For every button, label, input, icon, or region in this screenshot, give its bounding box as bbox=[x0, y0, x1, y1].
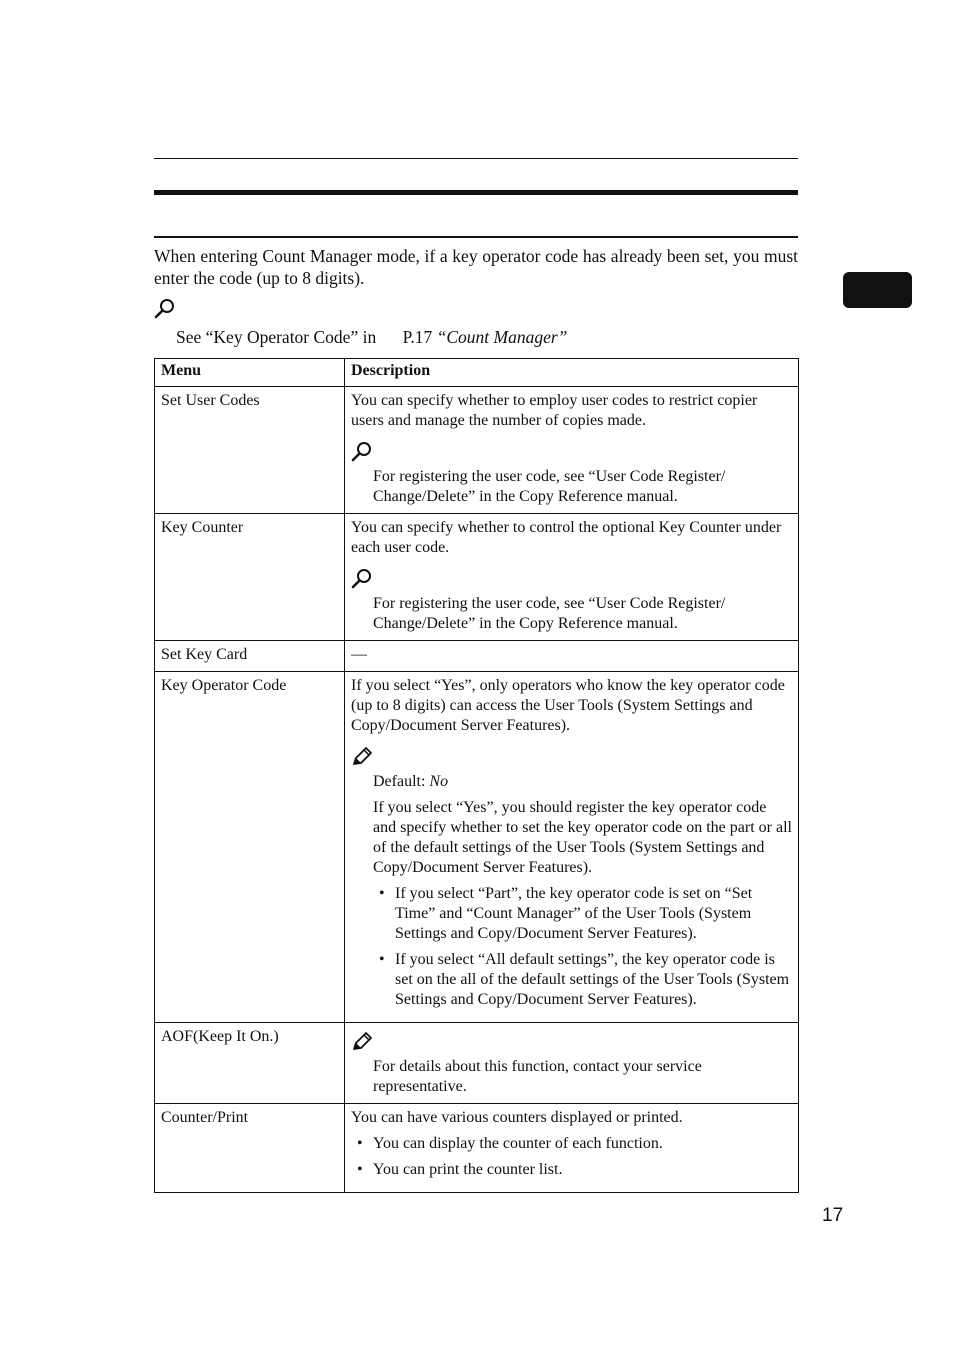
pencil-note-icon bbox=[351, 746, 373, 768]
reference-note: For registering the user code, see “User Code Register/ Change/Delete” in the Copy Reference manual. bbox=[373, 595, 726, 632]
table-row-key-operator-code bbox=[155, 672, 799, 1023]
description-cell bbox=[345, 387, 799, 514]
magnifier-reference-icon bbox=[351, 441, 373, 463]
menu-cell: Set User Codes bbox=[155, 387, 345, 514]
description-cell bbox=[345, 672, 799, 1023]
reference-section-title: “Count Manager” bbox=[436, 327, 568, 347]
default-label: Default: bbox=[373, 773, 426, 790]
reference-note: For registering the user code, see “User Code Register/ Change/Delete” in the Copy Reference manual. bbox=[373, 468, 726, 505]
menu-cell: AOF(Keep It On.) bbox=[155, 1023, 345, 1104]
table-row-counter-print bbox=[155, 1104, 799, 1193]
menu-cell: Key Counter bbox=[155, 514, 345, 641]
default-value: No bbox=[429, 773, 449, 790]
table-row-key-counter bbox=[155, 514, 799, 641]
description-text: — bbox=[351, 646, 367, 663]
reference-line bbox=[176, 326, 567, 348]
count-manager-table bbox=[154, 358, 799, 1193]
note-text: If you select “Yes”, you should register the key operator code and specify whether to set the key operator code on the part or all of the default settings of the User Tools (System Settings and Copy/Document Server Features). bbox=[373, 799, 792, 876]
section-rule bbox=[154, 236, 798, 238]
header-description: Description bbox=[345, 359, 799, 387]
description-cell bbox=[345, 1104, 799, 1193]
menu-cell: Counter/Print bbox=[155, 1104, 345, 1193]
page-number: 17 bbox=[822, 1205, 844, 1226]
intro-paragraph: When entering Count Manager mode, if a key operator code has already been set, you must enter the code (up to 8 digits). bbox=[154, 246, 798, 288]
header-menu: Menu bbox=[155, 359, 345, 387]
bullet-list bbox=[351, 884, 792, 1010]
description-cell bbox=[345, 641, 799, 672]
reference-page-link[interactable]: P.17 bbox=[402, 327, 433, 347]
chapter-tab bbox=[843, 272, 912, 308]
list-item: • You can print the counter list. bbox=[351, 1160, 792, 1180]
default-setting bbox=[351, 772, 792, 792]
magnifier-reference-icon bbox=[154, 298, 176, 320]
description-cell bbox=[345, 514, 799, 641]
table-row-set-key-card bbox=[155, 641, 799, 672]
pencil-note-icon bbox=[351, 1031, 373, 1053]
table-header-row bbox=[155, 359, 799, 387]
menu-cell: Key Operator Code bbox=[155, 672, 345, 1023]
table-row-aof bbox=[155, 1023, 799, 1104]
description-text: You can have various counters displayed or printed. bbox=[351, 1109, 683, 1126]
header-rule-thin bbox=[154, 158, 798, 159]
reference-see-text: See “Key Operator Code” in bbox=[176, 327, 377, 347]
description-text: You can specify whether to employ user codes to restrict copier users and manage the number of copies made. bbox=[351, 392, 758, 429]
list-item: • You can display the counter of each function. bbox=[351, 1134, 792, 1154]
description-cell bbox=[345, 1023, 799, 1104]
description-text: You can specify whether to control the optional Key Counter under each user code. bbox=[351, 519, 782, 556]
list-item: • If you select “All default settings”, the key operator code is set on the all of the default settings of the User Tools (System Settings and Copy/Document Server Features). bbox=[373, 950, 792, 1010]
magnifier-reference-icon bbox=[351, 568, 373, 590]
header-rule-thick bbox=[154, 190, 798, 195]
description-text: If you select “Yes”, only operators who know the key operator code (up to 8 digits) can access the User Tools (System Settings and Copy/Document Server Features). bbox=[351, 677, 785, 734]
table-row-set-user-codes bbox=[155, 387, 799, 514]
bullet-list bbox=[351, 1134, 792, 1180]
list-item: • If you select “Part”, the key operator code is set on “Set Time” and “Count Manager” of the User Tools (System Settings and Copy/Document Server Features). bbox=[373, 884, 792, 944]
note-text: For details about this function, contact your service representative. bbox=[373, 1058, 702, 1095]
menu-cell: Set Key Card bbox=[155, 641, 345, 672]
